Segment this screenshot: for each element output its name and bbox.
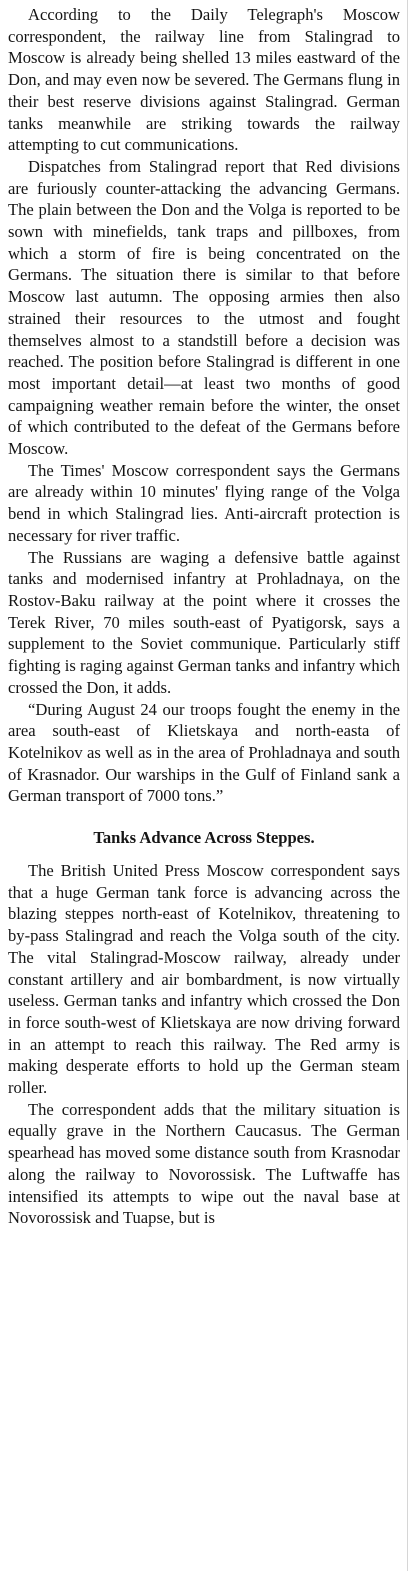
article-paragraph: According to the Daily Telegraph's Moscow correspondent, the railway line from Stalingrad to Moscow is already being shelled 13 miles eastward of the Don, and may even now be severed. The Germans flung in their best reserve divisions against Stalingrad. German tanks meanwhile are striking towards the railway attempting to cut communications. (8, 5, 400, 155)
article-paragraph: Dispatches from Stalingrad report that Red divisions are furiously counter-attacking the advancing Germans. The plain between the Don and the Volga is reported to be sown with minefields, tank traps and pillboxes, from which a storm of fire is being concentrated on the Germans. The situation there is similar to that before Moscow last autumn. The opposing armies then also strained their resources to the utmost and fought themselves almost to a standstill before a decision was reached. The position before Stalingrad is different in one most important detail—at least two months of good campaigning weather remain before the winter, the onset of which contributed to the defeat of the Germans before Moscow. (8, 156, 400, 459)
column-rule-mark (407, 1060, 408, 1140)
article-paragraph: The correspondent adds that the military situation is equally grave in the Northern Caucasus. The German spearhead has moved some distance south from Krasnodar along the railway to Novorossisk. The Luftwaffe has intensified its attempts to wipe out the naval base at Novorossisk and Tuapse, but is (8, 1099, 400, 1228)
article-paragraph: The British United Press Moscow correspondent says that a huge German tank force is advancing across the blazing steppes north-east of Kotelnikov, threatening to by-pass Stalingrad and reach the Volga south of the city. The vital Stalingrad-Moscow railway, already under constant artillery and air bombardment, is now virtually useless. German tanks and infantry which crossed the Don in force south-west of Klietskaya are now driving forward in an attempt to reach this railway. The Red army is making desperate efforts to hold up the German steam roller. (8, 861, 400, 1098)
article-subheading: Tanks Advance Across Steppes. (93, 828, 315, 848)
article-paragraph: “During August 24 our troops fought the enemy in the area south-east of Klietskaya and north-easta of Kotelnikov as well as in the area of Prohladnaya and south of Krasnador. Our warships in the Gulf of Finland sank a German transport of 7000 tons.” (8, 699, 400, 806)
article-paragraph: The Russians are waging a defensive battle against tanks and modernised infantry at Prohladnaya, on the Rostov-Baku railway at the point where it crosses the Terek River, 70 miles south-east of Pyatigorsk, says a supplement to the Soviet communique. Particularly stiff fighting is raging against German tanks and infantry which crossed the Don, it adds. (8, 547, 400, 697)
article-column (8, 4, 400, 1229)
article-paragraph: The Times' Moscow correspondent says the Germans are already within 10 minutes' flying range of the Volga bend in which Stalingrad lies. Anti-aircraft protection is necessary for river traffic. (8, 460, 400, 545)
column-rule (407, 0, 408, 1571)
